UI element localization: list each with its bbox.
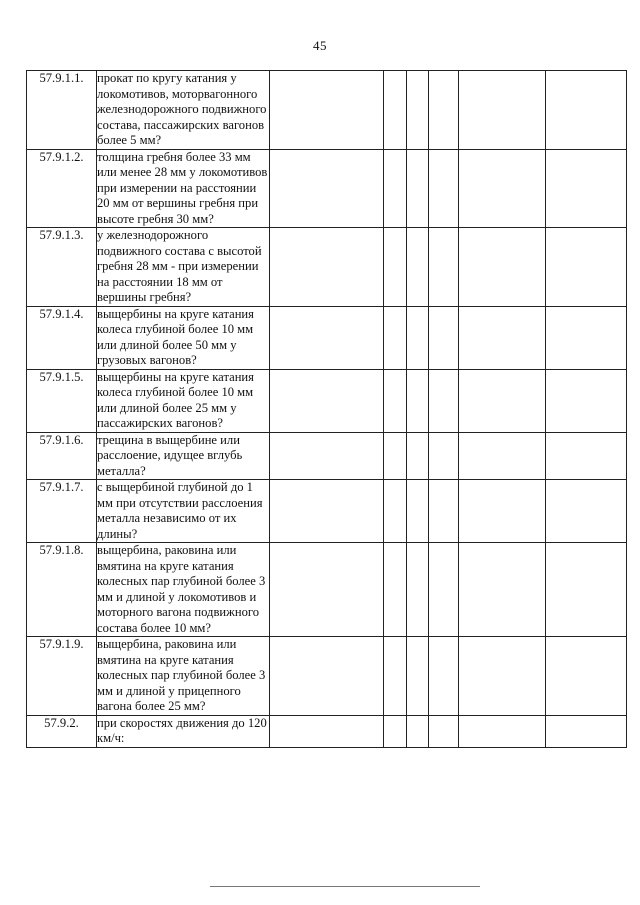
table-row: [27, 715, 627, 747]
empty-cell: [407, 306, 429, 369]
table-row: [27, 228, 627, 307]
empty-cell: [459, 228, 546, 307]
requirement-text: выщербины на круге катания колеса глубиной более 10 мм или длиной более 25 мм у пассажирских вагонов?: [97, 369, 270, 432]
empty-cell: [384, 432, 407, 480]
empty-cell: [384, 149, 407, 228]
empty-cell: [407, 637, 429, 716]
empty-cell: [384, 637, 407, 716]
empty-cell: [384, 71, 407, 150]
empty-cell: [459, 71, 546, 150]
empty-cell: [407, 432, 429, 480]
requirement-text: выщербина, раковина или вмятина на круге катания колесных пар глубиной более 3 мм и длиной у прицепного вагона более 25 мм?: [97, 637, 270, 716]
requirements-table: [26, 70, 627, 748]
empty-cell: [407, 71, 429, 150]
table-row: [27, 480, 627, 543]
empty-cell: [407, 715, 429, 747]
empty-cell: [270, 369, 384, 432]
empty-cell: [546, 71, 627, 150]
item-number: 57.9.1.7.: [27, 480, 97, 543]
empty-cell: [384, 480, 407, 543]
table-row: [27, 71, 627, 150]
empty-cell: [429, 149, 459, 228]
item-number: 57.9.1.3.: [27, 228, 97, 307]
item-number: 57.9.1.8.: [27, 543, 97, 637]
empty-cell: [270, 71, 384, 150]
empty-cell: [270, 715, 384, 747]
empty-cell: [459, 637, 546, 716]
item-number: 57.9.1.5.: [27, 369, 97, 432]
requirement-text: с выщербиной глубиной до 1 мм при отсутствии расслоения металла независимо от их длины?: [97, 480, 270, 543]
table-row: [27, 369, 627, 432]
empty-cell: [270, 149, 384, 228]
empty-cell: [429, 715, 459, 747]
empty-cell: [384, 715, 407, 747]
requirement-text: трещина в выщербине или расслоение, идущее вглубь металла?: [97, 432, 270, 480]
requirement-text: у железнодорожного подвижного состава с высотой гребня 28 мм - при измерении на расстоянии 18 мм от вершины гребня?: [97, 228, 270, 307]
requirement-text: толщина гребня более 33 мм или менее 28 мм у локомотивов при измерении на расстоянии 20 мм от вершины гребня при высоте гребня 30 мм?: [97, 149, 270, 228]
empty-cell: [384, 228, 407, 307]
empty-cell: [270, 543, 384, 637]
empty-cell: [270, 228, 384, 307]
requirement-text: при скоростях движения до 120 км/ч:: [97, 715, 270, 747]
empty-cell: [384, 306, 407, 369]
item-number: 57.9.2.: [27, 715, 97, 747]
empty-cell: [546, 369, 627, 432]
empty-cell: [407, 228, 429, 307]
empty-cell: [429, 432, 459, 480]
empty-cell: [459, 715, 546, 747]
empty-cell: [429, 369, 459, 432]
empty-cell: [459, 432, 546, 480]
table-row: [27, 306, 627, 369]
requirement-text: выщербины на круге катания колеса глубиной более 10 мм или длиной более 50 мм у грузовых вагонов?: [97, 306, 270, 369]
empty-cell: [459, 480, 546, 543]
item-number: 57.9.1.2.: [27, 149, 97, 228]
empty-cell: [459, 543, 546, 637]
empty-cell: [459, 149, 546, 228]
empty-cell: [270, 637, 384, 716]
table-row: [27, 432, 627, 480]
empty-cell: [546, 480, 627, 543]
empty-cell: [270, 432, 384, 480]
empty-cell: [270, 480, 384, 543]
empty-cell: [429, 71, 459, 150]
empty-cell: [546, 543, 627, 637]
requirement-text: прокат по кругу катания у локомотивов, моторвагонного железнодорожного подвижного состава, пассажирских вагонов более 5 мм?: [97, 71, 270, 150]
empty-cell: [429, 637, 459, 716]
item-number: 57.9.1.9.: [27, 637, 97, 716]
empty-cell: [270, 306, 384, 369]
item-number: 57.9.1.4.: [27, 306, 97, 369]
table-row: [27, 149, 627, 228]
empty-cell: [429, 480, 459, 543]
empty-cell: [459, 369, 546, 432]
item-number: 57.9.1.1.: [27, 71, 97, 150]
page-number: 45: [313, 38, 327, 53]
empty-cell: [546, 637, 627, 716]
item-number: 57.9.1.6.: [27, 432, 97, 480]
table-row: [27, 543, 627, 637]
empty-cell: [407, 369, 429, 432]
empty-cell: [546, 149, 627, 228]
empty-cell: [407, 480, 429, 543]
empty-cell: [407, 149, 429, 228]
empty-cell: [407, 543, 429, 637]
bottom-divider: [210, 886, 480, 887]
empty-cell: [384, 369, 407, 432]
empty-cell: [384, 543, 407, 637]
empty-cell: [429, 543, 459, 637]
empty-cell: [429, 306, 459, 369]
empty-cell: [459, 306, 546, 369]
empty-cell: [429, 228, 459, 307]
empty-cell: [546, 432, 627, 480]
empty-cell: [546, 715, 627, 747]
empty-cell: [546, 228, 627, 307]
requirement-text: выщербина, раковина или вмятина на круге катания колесных пар глубиной более 3 мм и длиной у локомотивов и моторного вагона подвижного состава более 10 мм?: [97, 543, 270, 637]
table-row: [27, 637, 627, 716]
empty-cell: [546, 306, 627, 369]
table-body: [27, 71, 627, 748]
